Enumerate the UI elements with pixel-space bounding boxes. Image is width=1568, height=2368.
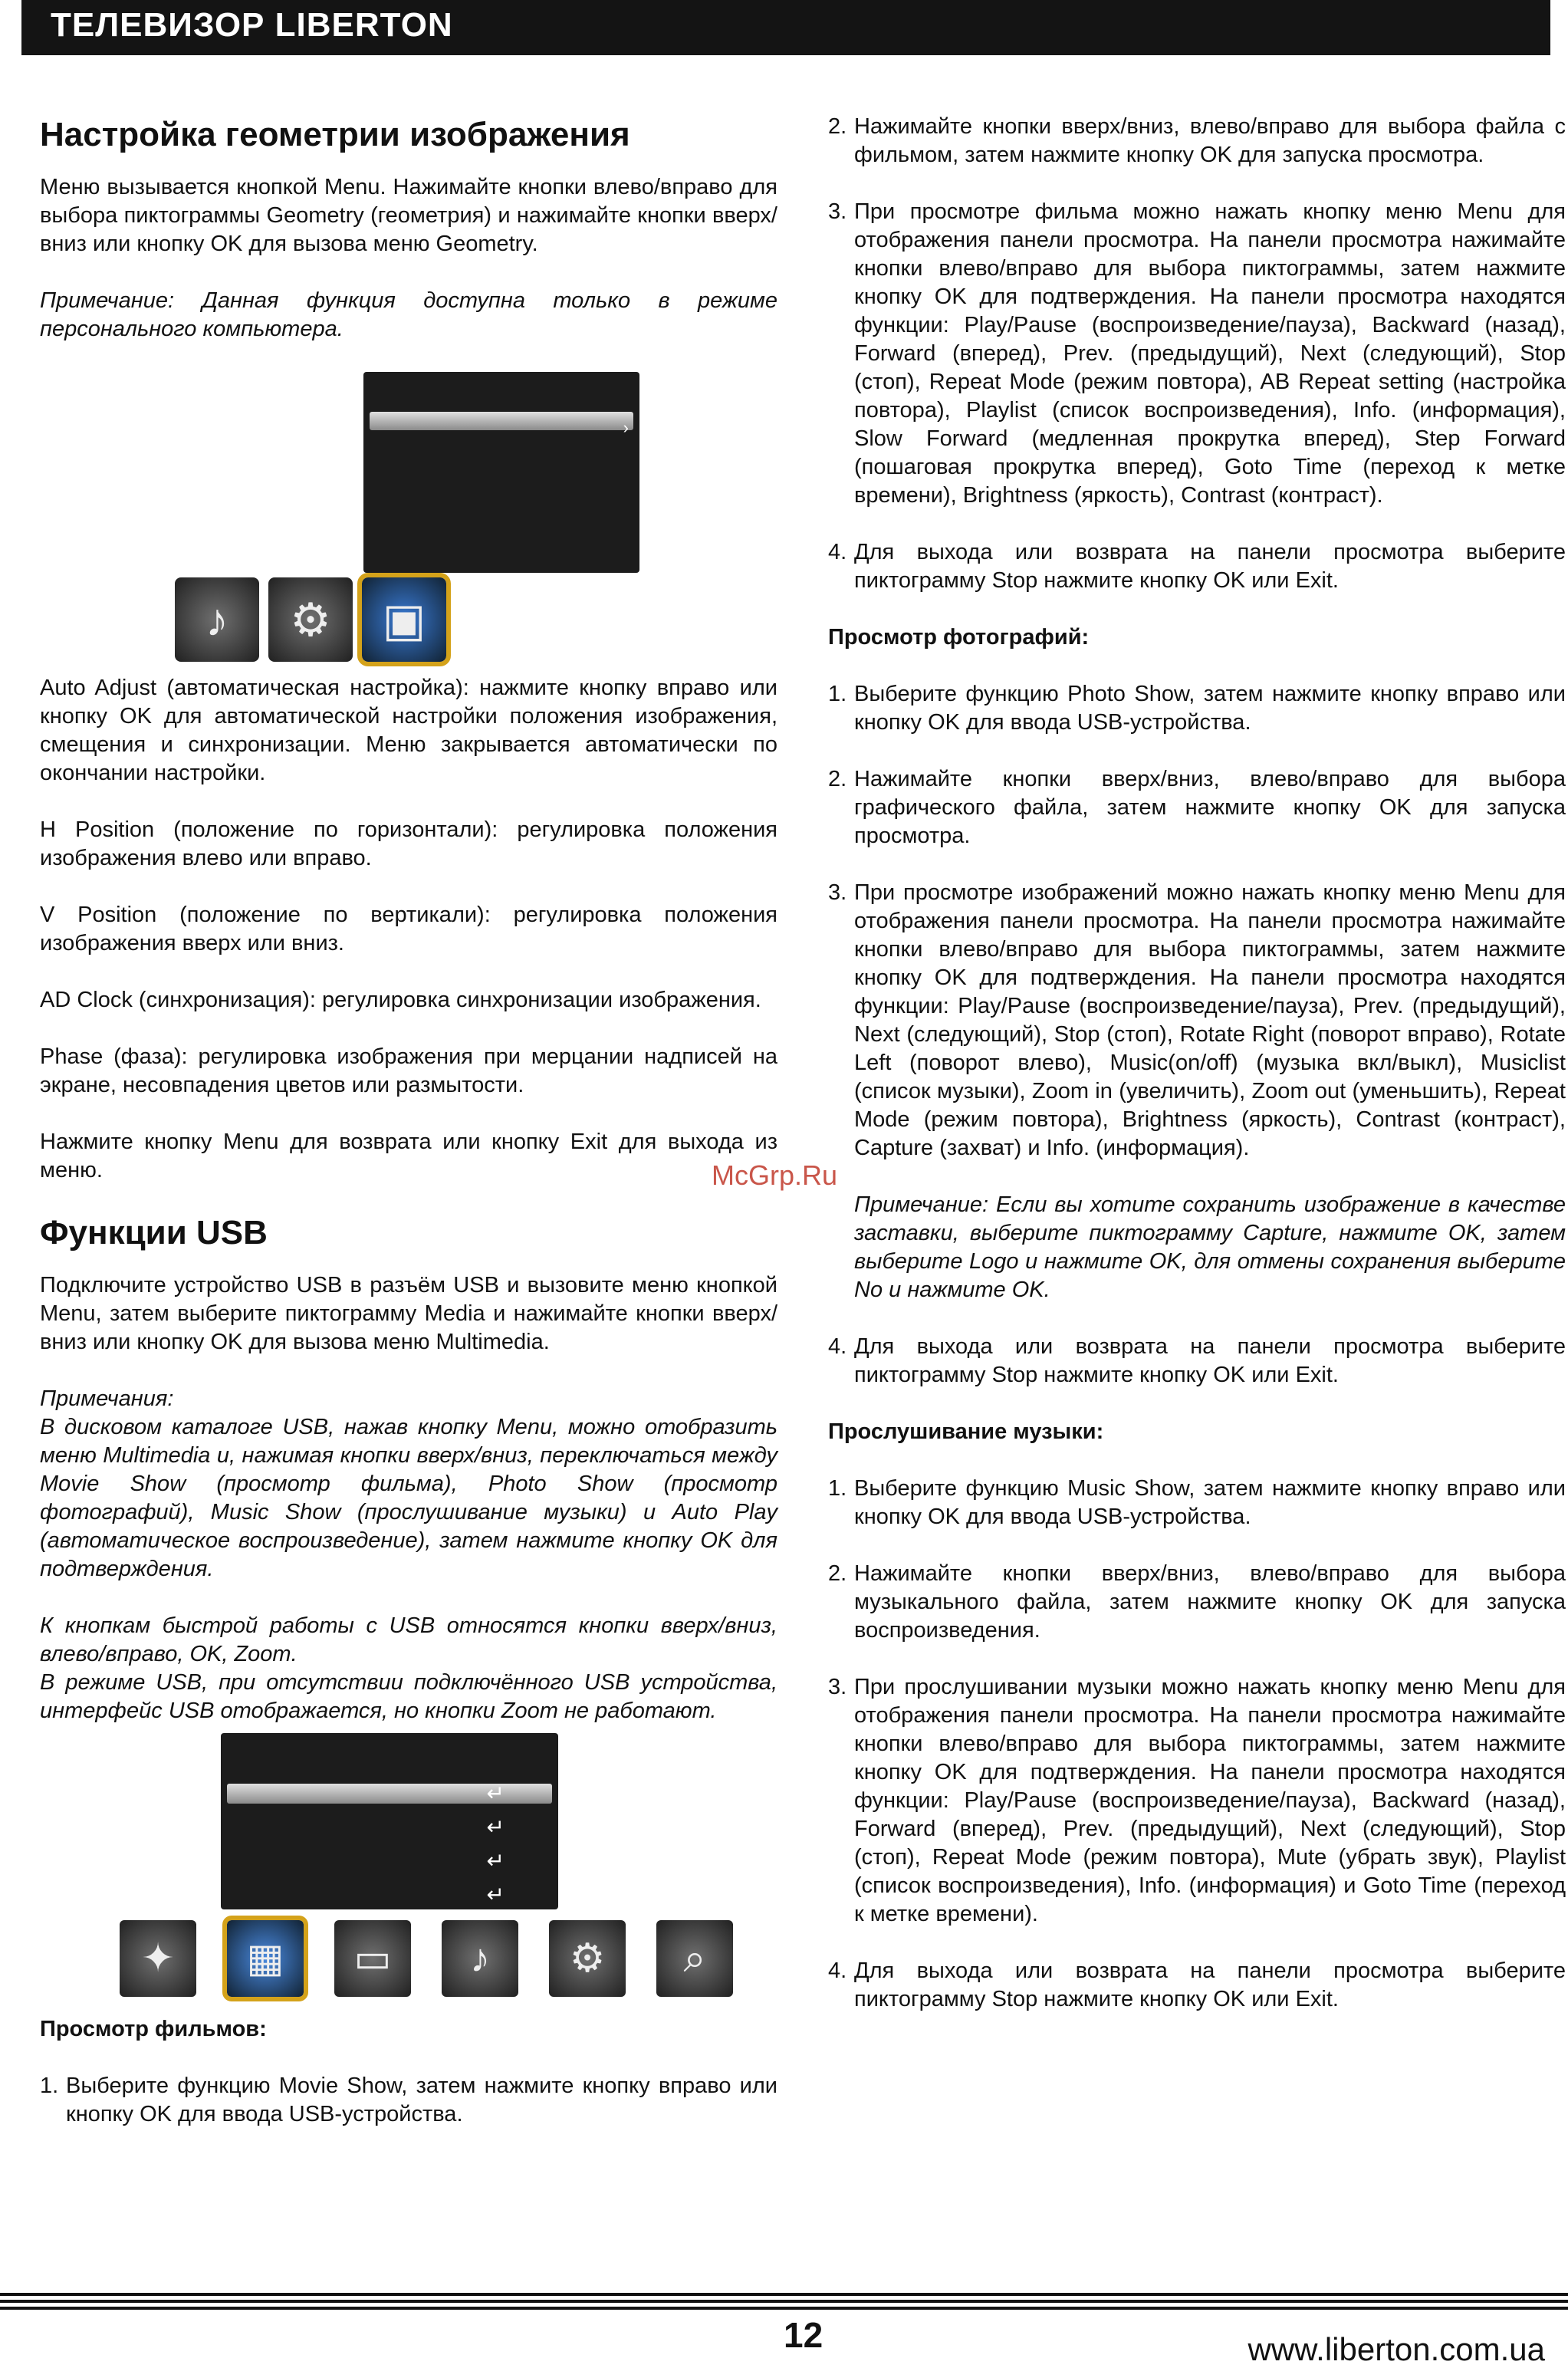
list-number: 2. [828, 767, 847, 791]
photos-list [828, 680, 1566, 1390]
footer-rule [0, 2293, 1568, 2314]
usb-note-1: В дисковом каталоге USB, нажав кнопку Menu, можно отобразить меню Multimedia и, нажимая кнопки вверх/вниз, переключаться между Movie Show (просмотр фильма), Photo Show (просмотр фотографий), Music Show (прослушивание музыки) и Auto Play (автоматическое воспроизведение), затем нажмите кнопку OK для подтверждения. [40, 1415, 777, 1581]
list-number: 1. [40, 2074, 59, 2098]
monitor-icon: ▭ [334, 1920, 411, 1997]
enter-arrow-icon: ↵ [486, 1849, 505, 1873]
left-column [40, 115, 777, 2157]
list-item [828, 1475, 1566, 1531]
list-text: Для выхода или возврата на панели просмотра выберите пиктограмму Stop нажмите кнопку OK или Exit. [854, 1334, 1566, 1387]
watermark: McGrp.Ru [712, 1159, 838, 1191]
multimedia-menu-screenshot [221, 1733, 558, 1909]
chevron-right-icon: › [623, 418, 629, 437]
list-text: Нажимайте кнопки вверх/вниз, влево/вправо для выбора графического файла, затем нажмите кнопку OK для запуска просмотра. [854, 767, 1566, 848]
menu-exit-text: Нажмите кнопку Menu для возврата или кнопку Exit для выхода из меню. [40, 1130, 777, 1182]
list-text: Выберите функцию Photo Show, затем нажмите кнопку вправо или кнопку OK для ввода USB-устройства. [854, 682, 1566, 735]
speaker-icon: ♪ [175, 577, 259, 662]
usb-heading: Функции USB [40, 1214, 268, 1251]
list-number: 2. [828, 114, 847, 139]
list-item [828, 1560, 1566, 1645]
movies-heading: Просмотр фильмов: [40, 2017, 267, 2041]
list-number: 1. [828, 682, 847, 706]
list-item [40, 2072, 777, 2129]
list-item [828, 765, 1566, 850]
list-text: При прослушивании музыки можно нажать кнопку меню Menu для отображения панели просмотра. На панели просмотра нажимайте кнопки влево/вправо для выбора пиктограммы, затем нажмите кнопку OK для подтверждения. На панели просмотра находятся функции: Play/Pause (воспроизведение/пауза), Backward (назад), Forward (вперед), Prev. (предыдущий), Next (следующий), Stop (стоп), Repeat Mode (режим повтора), Mute (убрать звук), Playlist (список воспроизведения), Info. (информация) и Goto Time (переход к метке времени). [854, 1675, 1566, 1926]
ad-clock-text: AD Clock (синхронизация): регулировка синхронизации изображения. [40, 988, 761, 1012]
list-number: 3. [828, 880, 847, 905]
list-number: 2. [828, 1561, 847, 1586]
list-number: 3. [828, 199, 847, 224]
list-number: 4. [828, 1959, 847, 1983]
music-heading: Прослушивание музыки: [828, 1419, 1104, 1444]
footer-line [0, 2307, 1568, 2310]
usb-note-3: В режиме USB, при отсутствии подключённого USB устройства, интерфейс USB отображается, но кнопки Zoom не работают. [40, 1670, 777, 1723]
geometry-heading: Настройка геометрии изображения [40, 116, 630, 153]
geometry-note: Примечание: Данная функция доступна только в режиме персонального компьютера. [40, 288, 777, 341]
list-number: 1. [828, 1476, 847, 1501]
antenna-icon: ✦ [120, 1920, 196, 1997]
list-item [828, 198, 1566, 510]
header-title: ТЕЛЕВИЗОР LIBERTON [51, 6, 453, 44]
h-position-text: H Position (положение по горизонтали): регулировка положения изображения влево или вправо. [40, 817, 777, 870]
geometry-menu-screenshot [363, 372, 639, 573]
list-item [828, 879, 1566, 1163]
page-number: 12 [784, 2315, 823, 2355]
list-text: Нажимайте кнопки вверх/вниз, влево/вправо для выбора музыкального файла, затем нажмите кнопку OK для запуска воспроизведения. [854, 1561, 1566, 1643]
geometry-intro: Меню вызывается кнопкой Menu. Нажимайте кнопки влево/вправо для выбора пиктограммы Geometry (геометрия) и нажимайте кнопки вверх/вниз или кнопку OK для вызова меню Geometry. [40, 175, 777, 256]
geometry-icon: ▣ [362, 577, 446, 662]
movies-list [40, 2072, 777, 2129]
list-text: Нажимайте кнопки вверх/вниз, влево/вправо для выбора файла с фильмом, затем нажмите кнопку OK для запуска просмотра. [854, 114, 1566, 167]
list-item [828, 1673, 1566, 1929]
gear-icon: ⚙ [549, 1920, 626, 1997]
list-item [828, 113, 1566, 169]
photos-heading: Просмотр фотографий: [828, 625, 1090, 650]
list-text: При просмотре изображений можно нажать кнопку меню Menu для отображения панели просмотра. На панели просмотра нажимайте кнопки влево/вправо для выбора пиктограммы, затем нажмите кнопку OK для подтверждения. На панели просмотра находятся функции: Play/Pause (воспроизведение/пауза), Prev. (предыдущий), Next (следующий), Stop (стоп), Rotate Right (поворот вправо), Rotate Left (поворот влево), Music(on/off) (музыка вкл/выкл), Musiclist (список музыки), Zoom in (увеличить), Zoom out (уменьшить), Repeat Mode (режим повтора), Brightness (яркость), Contrast (контраст), Capture (захват) и Info. (информация). [854, 880, 1566, 1160]
menu-highlight-bar [370, 412, 633, 430]
list-text: Выберите функцию Movie Show, затем нажмите кнопку вправо или кнопку OK для ввода USB-устройства. [66, 2074, 777, 2126]
footer-line [0, 2293, 1568, 2296]
enter-arrow-icon: ↵ [486, 1815, 505, 1839]
footer-line [0, 2300, 1568, 2303]
list-text: Выберите функцию Music Show, затем нажмите кнопку вправо или кнопку OK для ввода USB-устройства. [854, 1476, 1566, 1529]
page-header [21, 0, 1550, 55]
multimedia-icon-row [120, 1920, 777, 1997]
list-number: 4. [828, 540, 847, 564]
media-icon: ▦ [227, 1920, 304, 1997]
v-position-text: V Position (положение по вертикали): регулировка положения изображения вверх или вниз. [40, 903, 777, 955]
menu-icon-row [175, 577, 777, 662]
music-list [828, 1475, 1566, 2014]
enter-arrow-icon: ↵ [486, 1883, 505, 1906]
list-text: Для выхода или возврата на панели просмотра выберите пиктограмму Stop нажмите кнопку OK или Exit. [854, 540, 1566, 593]
list-item [828, 538, 1566, 595]
website-url[interactable]: www.liberton.com.ua [1247, 2331, 1545, 2367]
gear-icon: ⚙ [268, 577, 353, 662]
list-item [828, 1333, 1566, 1390]
list-number: 4. [828, 1334, 847, 1359]
list-item [828, 1957, 1566, 2014]
photo-note: Примечание: Если вы хотите сохранить изображение в качестве заставки, выберите пиктограмму Capture, нажмите OK, затем выберите Logo и нажмите OK, для отмены сохранения выберите No и нажмите OK. [854, 1192, 1566, 1302]
auto-adjust-text: Auto Adjust (автоматическая настройка): нажмите кнопку вправо или кнопку OK для автоматической настройки положения изображения, смещения и синхронизации. Меню закрывается автоматически по окончании настройки. [40, 676, 777, 785]
list-text: Для выхода или возврата на панели просмотра выберите пиктограмму Stop нажмите кнопку OK или Exit. [854, 1959, 1566, 2011]
movies-list-cont [828, 113, 1566, 595]
usb-note-2: К кнопкам быстрой работы с USB относятся кнопки вверх/вниз, влево/вправо, OK, Zoom. [40, 1613, 777, 1666]
right-column [828, 113, 1566, 2042]
search-icon: ⌕ [656, 1920, 733, 1997]
list-number: 3. [828, 1675, 847, 1699]
usb-intro: Подключите устройство USB в разъём USB и вызовите меню кнопкой Menu, затем выберите пиктограмму Media и нажимайте кнопки вверх/вниз или кнопку OK для вызова меню Multimedia. [40, 1273, 777, 1354]
notes-title: Примечания: [40, 1386, 174, 1411]
list-item [828, 680, 1566, 737]
enter-arrow-icon: ↵ [486, 1781, 505, 1805]
phase-text: Phase (фаза): регулировка изображения при мерцании надписей на экране, несовпадения цветов или размытости. [40, 1044, 777, 1097]
list-text: При просмотре фильма можно нажать кнопку меню Menu для отображения панели просмотра. На панели просмотра нажимайте кнопки влево/вправо для выбора пиктограммы, затем нажмите кнопку OK для подтверждения. На панели просмотра находятся функции: Play/Pause (воспроизведение/пауза), Backward (назад), Forward (вперед), Prev. (предыдущий), Next (следующий), Stop (стоп), Repeat Mode (режим повтора), AB Repeat setting (настройка повтора), Playlist (список воспроизведения), Info. (информация), Slow Forward (медленная прокрутка вперед), Step Forward (пошаговая прокрутка вперед), Goto Time (переход к метке времени), Brightness (яркость), Contrast (контраст). [854, 199, 1566, 508]
speaker-icon: ♪ [442, 1920, 518, 1997]
